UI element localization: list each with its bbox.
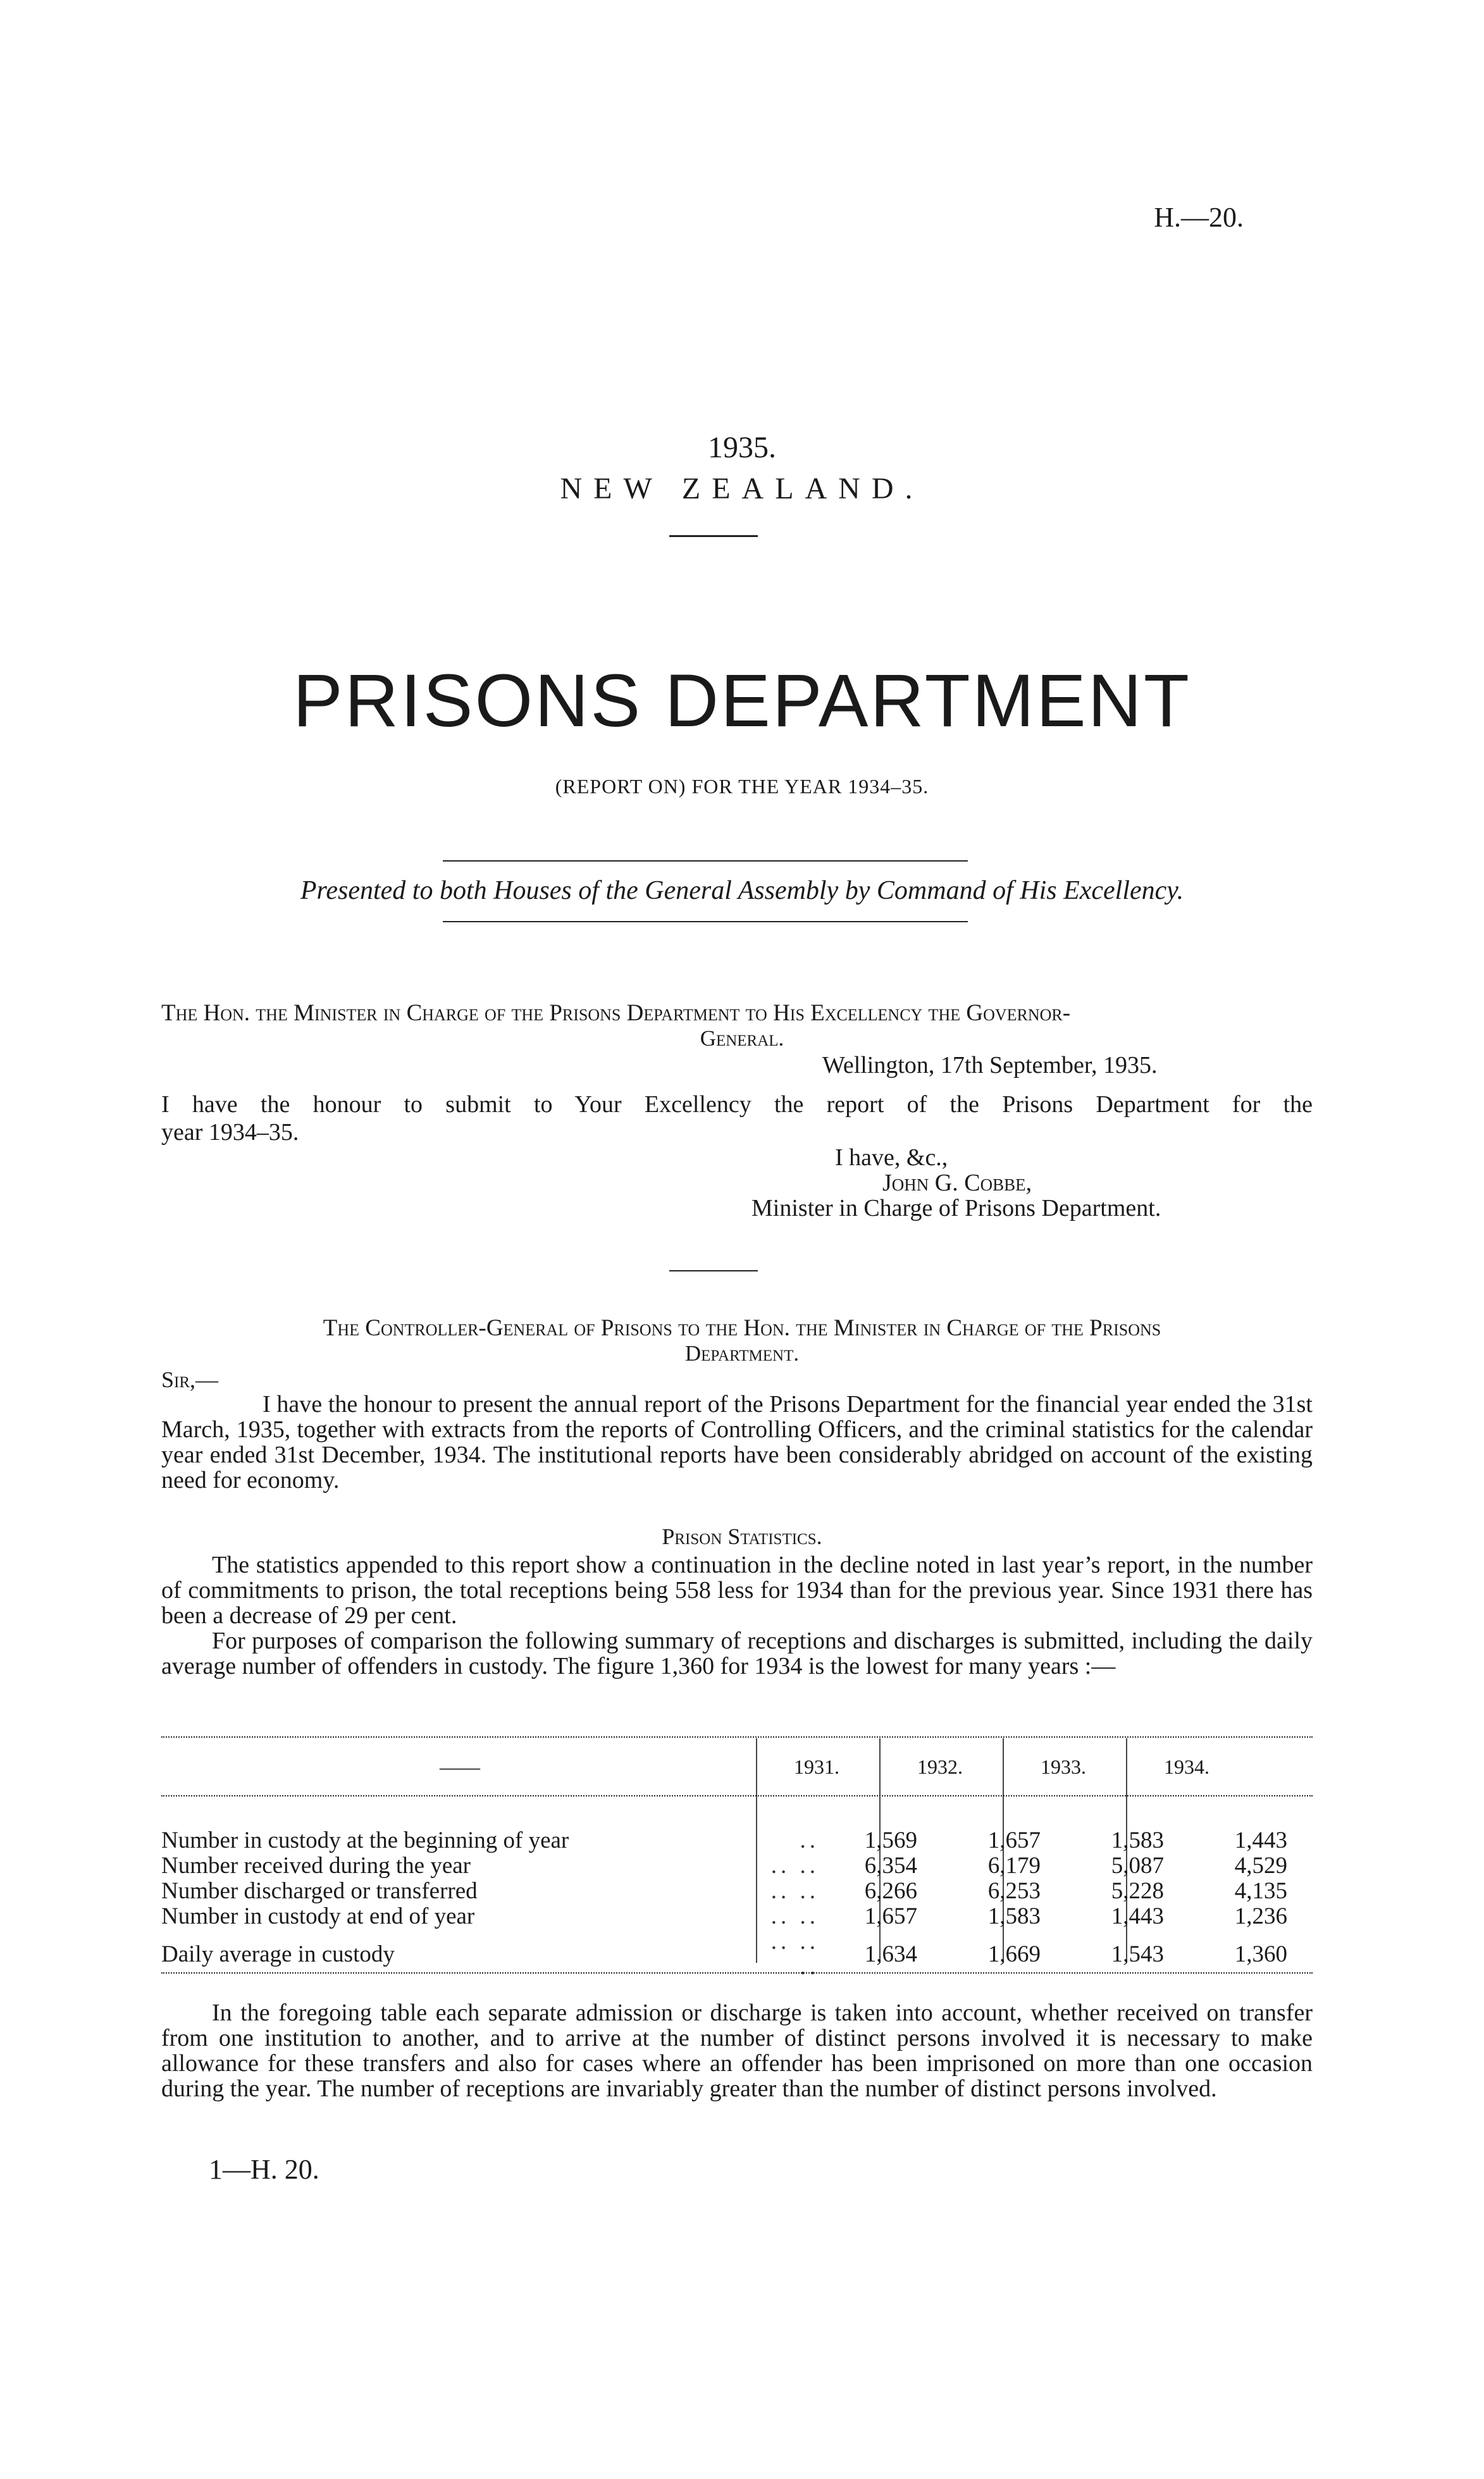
cell-1933: 1,543	[1111, 1941, 1164, 1967]
cell-1933: 1,443	[1111, 1903, 1164, 1929]
cell-1932: 1,583	[987, 1903, 1041, 1929]
col-header-1934: 1934.	[1164, 1755, 1209, 1778]
department-title: PRISONS DEPARTMENT	[293, 659, 1191, 743]
letter1-signature-title: Minister in Charge of Prisons Department.	[751, 1195, 1161, 1221]
letter1-heading: The Hon. the Minister in Charge of the Prisons Department to His Excellency the Governor-	[161, 1000, 1071, 1026]
salutation: Sir,—	[161, 1367, 219, 1392]
statistics-table	[161, 1828, 1313, 1980]
presented-line: Presented to both Houses of the General Assembly by Command of His Excellency.	[300, 876, 1184, 905]
row-leader: ..	[800, 1827, 819, 1853]
report-subtitle: (REPORT ON) FOR THE YEAR 1934–35.	[555, 775, 929, 798]
cell-1931: 1,657	[864, 1903, 917, 1929]
cell-1934: 1,360	[1234, 1941, 1287, 1967]
signature-mark: 1—H. 20.	[209, 2154, 319, 2185]
letter2-heading: The Controller-General of Prisons to the Hon. the Minister in Charge of the Prisons	[323, 1315, 1161, 1341]
cell-1931: 1,569	[864, 1827, 917, 1853]
cell-1934: 1,443	[1234, 1827, 1287, 1853]
cell-1931: 6,354	[864, 1853, 917, 1879]
col-header-1931: 1931.	[794, 1755, 839, 1778]
after-table-paragraph: In the foregoing table each separate admission or discharge is taken into account, whether received on transfer from one institution to another, and to arrive at the number of distinct persons involved it is necessary to make allowance for these transfers and also for cases where an offender has been imprisoned on more than one occasion during the year. The number of receptions are invariably greater than the number of distinct persons involved.	[161, 2000, 1313, 2102]
row-leader: .. ..	[770, 1903, 819, 1929]
letter1-body-line1: I have the honour to submit to Your Excellency the report of the Prisons Department for the	[161, 1091, 1313, 1118]
cell-1932: 6,179	[987, 1853, 1041, 1879]
cell-1932: 6,253	[987, 1878, 1041, 1904]
cell-1934: 1,236	[1234, 1903, 1287, 1929]
table-header-rule	[161, 1795, 1313, 1796]
cell-1934: 4,135	[1234, 1878, 1287, 1904]
letter1-body-end: year 1934–35.	[161, 1119, 299, 1146]
country-name: NEW ZEALAND.	[560, 472, 924, 505]
row-leader: .. ..	[770, 1878, 819, 1904]
row-label: Number in custody at end of year	[161, 1903, 475, 1929]
stub-header: ——	[440, 1755, 480, 1778]
row-label: Number in custody at the beginning of year	[161, 1827, 569, 1853]
letter1-body	[161, 1092, 1313, 1117]
cell-1932: 1,669	[987, 1941, 1041, 1967]
cell-1931: 1,634	[864, 1941, 917, 1967]
row-label: Number discharged or transferred	[161, 1878, 478, 1904]
row-label: Number received during the year	[161, 1853, 471, 1879]
row-leader: .. ..	[770, 1853, 819, 1879]
statistics-paragraph-2: For purposes of comparison the following summary of receptions and discharges is submitted, including the daily average number of offenders in custody. The figure 1,360 for 1934 is the lowest for many years :—	[161, 1628, 1313, 1679]
letter1-closing: I have, &c.,	[835, 1144, 948, 1171]
cell-1933: 1,583	[1111, 1827, 1164, 1853]
table-row	[161, 1853, 1313, 1879]
letter1-signature: John G. Cobbe,	[882, 1170, 1032, 1196]
letter-divider	[669, 1270, 758, 1271]
letter1-heading-cont: General.	[700, 1026, 784, 1051]
report-year: 1935.	[708, 431, 776, 464]
title-rule	[669, 535, 758, 537]
intro-paragraph: I have the honour to present the annual report of the Prisons Department for the financial year ended the 31st March, 1935, together with extracts from the reports of Controlling Officers, and the criminal statistics for the calendar year ended 31st December, 1934. The institutional reports have been considerably abridged on account of the existing need for economy.	[161, 1391, 1313, 1493]
row-leader: .. .. ..	[770, 1929, 819, 1980]
presented-rule-bottom	[443, 921, 968, 922]
statistics-paragraph-1: The statistics appended to this report show a continuation in the decline noted in last year’s report, in the number of commitments to prison, the total receptions being 558 less for 1934 than for the previous year. Since 1931 there has been a decrease of 29 per cent.	[161, 1552, 1313, 1629]
table-top-rule	[161, 1736, 1313, 1738]
col-header-1933: 1933.	[1041, 1755, 1086, 1778]
document-code: H.—20.	[1154, 202, 1244, 233]
table-row	[161, 1879, 1313, 1904]
cell-1934: 4,529	[1234, 1853, 1287, 1879]
presented-rule-top	[443, 860, 968, 862]
letter2-heading-cont: Department.	[684, 1341, 800, 1366]
section-paragraphs	[161, 1552, 1313, 1679]
table-bottom-rule	[161, 1972, 1313, 1974]
col-header-1932: 1932.	[917, 1755, 963, 1778]
table-row	[161, 1904, 1313, 1929]
cell-1931: 6,266	[864, 1878, 917, 1904]
cell-1932: 1,657	[987, 1827, 1041, 1853]
cell-1933: 5,228	[1111, 1878, 1164, 1904]
cell-1933: 5,087	[1111, 1853, 1164, 1879]
letter1-place-date: Wellington, 17th September, 1935.	[822, 1052, 1158, 1079]
section-heading: Prison Statistics.	[662, 1524, 822, 1549]
row-label: Daily average in custody	[161, 1941, 395, 1967]
table-row	[161, 1828, 1313, 1853]
